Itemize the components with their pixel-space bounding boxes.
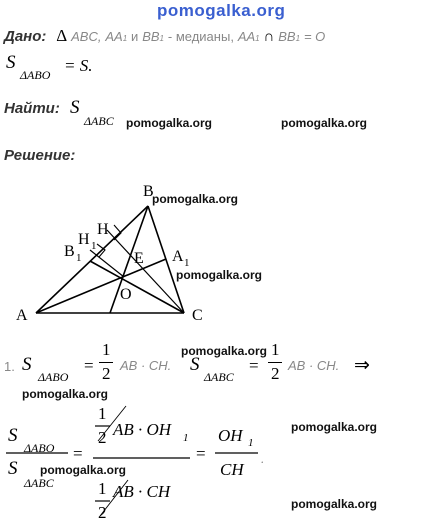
- step2-r-num-sub: 1: [248, 437, 254, 449]
- step1-sub1: ΔABO: [38, 370, 69, 384]
- step2-half-den-bot: 2: [98, 503, 107, 522]
- label-b: B: [143, 183, 154, 200]
- step2-half-num-top: 1: [98, 404, 107, 423]
- given-line: Дано: Δ ABC, AA1 и BB1 - медианы, AA1 ∩ BB1 = O: [4, 26, 326, 45]
- step1-s2: S: [190, 354, 200, 375]
- label-h1: H: [78, 231, 90, 248]
- find-sub: ΔABC: [84, 114, 114, 128]
- step1-half-den: 2: [102, 364, 111, 383]
- label-o: O: [120, 286, 132, 303]
- step2-num-sub: 1: [183, 432, 189, 444]
- step1-half2-num: 1: [271, 340, 280, 359]
- step1-s: S: [22, 354, 32, 375]
- step2-num-expr: AB · OH: [113, 420, 172, 439]
- step2-r-den: CH: [220, 460, 244, 479]
- watermark: pomogalka.org: [40, 463, 127, 477]
- label-a: A: [16, 307, 28, 324]
- given-area: S: [6, 52, 16, 73]
- implies-symbol: ⇒: [354, 355, 370, 376]
- step1-half2-bar: [268, 362, 282, 363]
- watermark: pomogalka.org: [291, 420, 378, 434]
- given-area-sub: ΔABO: [20, 68, 51, 82]
- step2-eq2: =: [196, 444, 206, 463]
- label-c: C: [192, 307, 203, 324]
- triangle-symbol: Δ: [56, 26, 68, 45]
- watermark: pomogalka.org: [152, 192, 239, 206]
- step2-r-num: OH: [218, 426, 243, 445]
- step1-eq2: =: [249, 356, 259, 375]
- label-b1: B: [64, 243, 75, 260]
- given-area-eq: = S.: [64, 56, 93, 75]
- svg-text:1: 1: [76, 252, 82, 264]
- label-a1: A: [172, 248, 184, 265]
- step2-eq: =: [73, 444, 83, 463]
- height-ch: [107, 230, 184, 313]
- step1-sub2: ΔABC: [204, 370, 234, 384]
- step2-s-bot-sub: ΔABC: [24, 476, 54, 490]
- step1-half-bar: [99, 362, 113, 363]
- label-e: E: [134, 250, 144, 267]
- watermark-top: pomogalka.org: [157, 1, 286, 20]
- svg-text:1: 1: [91, 240, 97, 252]
- step1-expr2: AB · CH.: [288, 358, 340, 373]
- step2-s-bot: S: [8, 458, 18, 479]
- watermark: pomogalka.org: [181, 344, 268, 358]
- step1-half2-den: 2: [271, 364, 280, 383]
- watermark: pomogalka.org: [291, 497, 378, 511]
- step2-half-den-top: 2: [98, 428, 107, 447]
- label-h: H: [97, 221, 109, 238]
- step1-half-num: 1: [102, 340, 111, 359]
- svg-text:1: 1: [184, 257, 190, 269]
- step2-half-num-bot: 1: [98, 479, 107, 498]
- watermark: pomogalka.org: [22, 387, 109, 401]
- solution-label: Решение:: [4, 147, 76, 164]
- watermark: pomogalka.org: [176, 268, 263, 282]
- step2-s-top-sub: ΔABO: [24, 441, 55, 455]
- step2-s-top: S: [8, 425, 18, 446]
- watermark: pomogalka.org: [126, 116, 213, 130]
- step2-dot: .: [261, 451, 265, 466]
- find-s: S: [70, 97, 80, 118]
- find-label: Найти:: [4, 100, 60, 117]
- step1-expr1: AB · CH.: [120, 358, 172, 373]
- step1-number: 1.: [4, 359, 15, 374]
- watermark: pomogalka.org: [281, 116, 368, 130]
- step2-den-expr: AB · CH: [113, 482, 171, 501]
- step1-eq: =: [84, 356, 94, 375]
- given-label: Дано:: [4, 28, 47, 45]
